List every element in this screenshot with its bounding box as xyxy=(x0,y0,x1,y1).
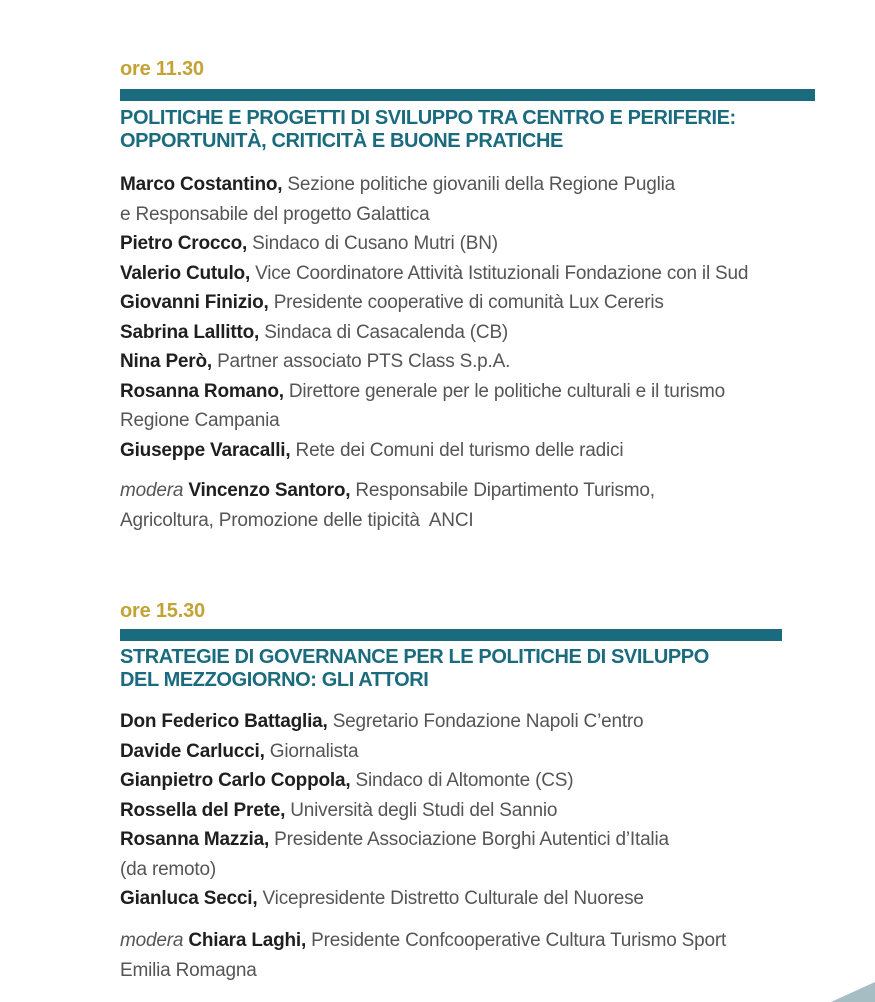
text-line xyxy=(120,707,669,737)
text-segment: Sindaco di Cusano Mutri (BN) xyxy=(247,233,498,254)
corner-wedge-decoration xyxy=(831,982,875,1002)
text-segment: Giuseppe Varacalli, xyxy=(120,439,291,461)
session-time-1530: ore 15.30 xyxy=(120,600,205,622)
speaker-list-1 xyxy=(120,170,748,465)
text-segment: Giovanni Finizio, xyxy=(120,292,269,313)
text-segment: (da remoto) xyxy=(120,858,217,880)
text-segment: Davide Carlucci, xyxy=(120,740,265,762)
session-title-1 xyxy=(120,107,736,153)
text-line xyxy=(120,200,748,230)
text-line xyxy=(120,170,748,200)
section-divider-bar xyxy=(120,629,782,641)
session-title-line: DEL MEZZOGIORNO: GLI ATTORI xyxy=(120,669,429,691)
text-segment: Università degli Studi del Sannio xyxy=(285,799,558,821)
text-segment: Pietro Crocco, xyxy=(120,233,248,254)
text-line xyxy=(120,347,748,377)
text-segment: Sezione politiche giovanili della Regione Puglia xyxy=(282,174,675,195)
moderator-block-2 xyxy=(120,926,726,985)
text-segment: Presidente Associazione Borghi Autentici d’Italia xyxy=(269,829,669,850)
text-line xyxy=(120,956,726,986)
text-segment: Presidente cooperative di comunità Lux Cereris xyxy=(268,292,664,313)
text-segment: Nina Però, xyxy=(120,351,212,372)
text-segment: Emilia Romagna xyxy=(120,959,257,981)
speaker-list-2 xyxy=(120,707,669,914)
text-segment: Vice Coordinatore Attività Istituzionali Fondazione con il Sud xyxy=(250,262,749,284)
session-time-1130: ore 11.30 xyxy=(120,58,204,80)
session-title-line: POLITICHE E PROGETTI DI SVILUPPO TRA CENTRO E PERIFERIE: xyxy=(120,107,736,129)
moderator-block-1 xyxy=(120,476,655,535)
text-segment: Rete dei Comuni del turismo delle radici xyxy=(290,439,624,461)
text-line xyxy=(120,766,669,796)
text-segment: e Responsabile del progetto Galattica xyxy=(120,203,430,225)
text-line xyxy=(120,476,655,506)
text-segment: modera xyxy=(120,930,189,951)
text-segment: Sindaca di Casacalenda (CB) xyxy=(259,321,509,343)
text-segment: Valerio Cutulo, xyxy=(120,262,251,284)
text-line xyxy=(120,377,748,407)
text-line xyxy=(120,825,669,855)
text-line xyxy=(120,737,669,767)
text-segment: Rossella del Prete, xyxy=(120,799,286,821)
text-line xyxy=(120,406,748,436)
text-segment: Sindaco di Altomonte (CS) xyxy=(350,770,574,791)
text-segment: Gianluca Secci, xyxy=(120,888,258,909)
text-segment: Regione Campania xyxy=(120,410,280,431)
text-segment: Sabrina Lallitto, xyxy=(120,321,260,343)
text-line xyxy=(120,318,748,348)
text-segment: Presidente Confcooperative Cultura Turismo Sport xyxy=(306,930,727,951)
text-line xyxy=(120,884,669,914)
session-title-line: STRATEGIE DI GOVERNANCE PER LE POLITICHE DI SVILUPPO xyxy=(120,646,709,668)
text-segment: Direttore generale per le politiche culturali e il turismo xyxy=(283,380,726,402)
text-line xyxy=(120,926,726,956)
text-segment: Vincenzo Santoro, xyxy=(188,480,351,501)
text-line xyxy=(120,288,748,318)
text-line xyxy=(120,796,669,826)
text-line xyxy=(120,259,748,289)
text-segment: Segretario Fondazione Napoli C’entro xyxy=(327,711,644,732)
text-line xyxy=(120,436,748,466)
text-segment: Vicepresidente Distretto Culturale del Nuorese xyxy=(257,888,644,909)
text-line xyxy=(120,506,655,536)
text-segment: Don Federico Battaglia, xyxy=(120,711,328,732)
text-segment: Giornalista xyxy=(264,740,359,762)
text-segment: Chiara Laghi, xyxy=(188,930,307,951)
text-segment: Gianpietro Carlo Coppola, xyxy=(120,770,351,791)
section-divider-bar xyxy=(120,89,815,101)
text-segment: Partner associato PTS Class S.p.A. xyxy=(211,351,511,372)
session-title-2 xyxy=(120,646,709,692)
text-segment: Responsabile Dipartimento Turismo, xyxy=(350,480,655,501)
text-segment: modera xyxy=(120,480,189,501)
text-segment: Agricoltura, Promozione delle tipicità ANCI xyxy=(120,509,474,531)
text-line xyxy=(120,229,748,259)
text-segment: Rosanna Mazzia, xyxy=(120,829,270,850)
text-segment: Rosanna Romano, xyxy=(120,380,284,402)
text-segment: Marco Costantino, xyxy=(120,174,283,195)
session-title-line: OPPORTUNITÀ, CRITICITÀ E BUONE PRATICHE xyxy=(120,130,563,152)
text-line xyxy=(120,855,669,885)
